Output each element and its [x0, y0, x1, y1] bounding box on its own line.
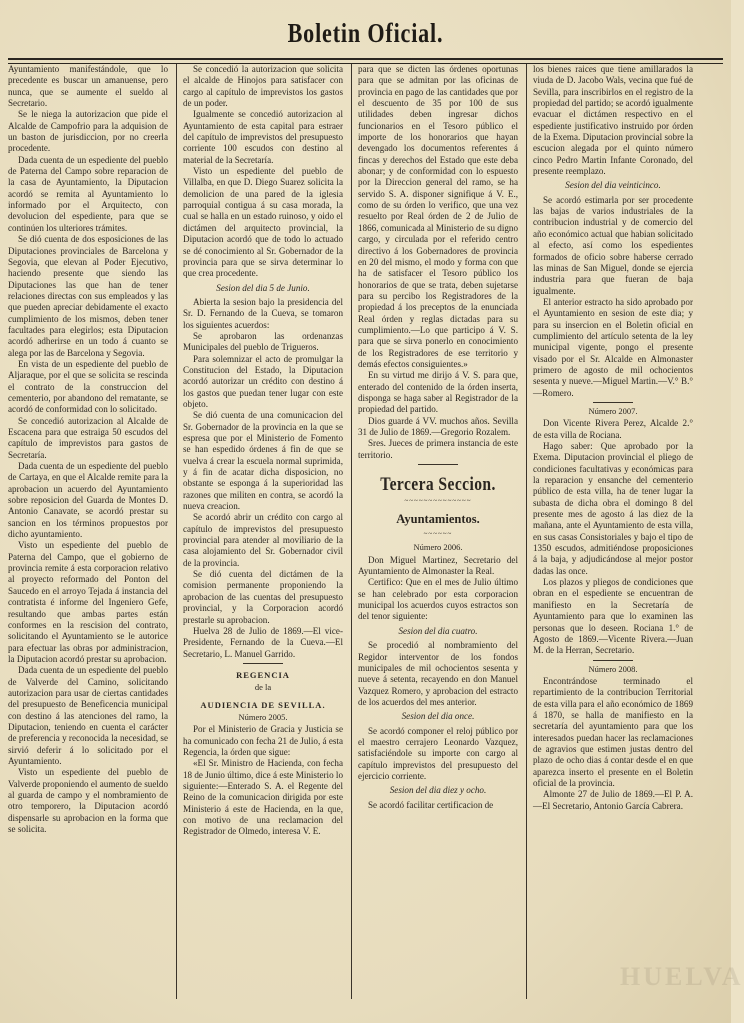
separator-rule	[243, 663, 283, 664]
session-heading: Sesion del dia cuatro.	[398, 625, 478, 636]
paragraph: Visto un espediente del pueblo de Villalba, en que D. Diego Suarez solicita la demolicion de una pared de la iglesia parroquial contigua á su casa morada, la cual se halla en un estado ruinoso, y oido el dictámen del arquitecto provincial, la Diputacion acordó que de todo lo actuado se dé conocimiento al Sr. Gobernador de la provincia para que se sirva determinar lo que crea procedente.	[183, 166, 343, 279]
column-4	[533, 64, 693, 1004]
paragraph: Se le niega la autorizacion que pide el Alcalde de Campofrio para la adquision de un baston de jurisdiccion, por no creerla procedente.	[8, 109, 168, 154]
paragraph: Dada cuenta de un espediente del pueblo de Cartaya, en que el Alcalde remite para la aprobacion un acuerdo del Ayuntamiento sobre reposicion del Guarda de Montes D. Antonio Canavate, se acordó prestar su sancion en los términos propuestos por dicho ayuntamiento.	[8, 461, 168, 540]
paragraph: Don Miguel Martinez, Secretario del Ayuntamiento de Almonaster la Real.	[358, 554, 518, 577]
session-heading: Sesion del dia veinticinco.	[565, 180, 661, 191]
paragraph: El anterior estracto ha sido aprobado por el Ayuntamiento en sesion de este dia; y para su insercion en el Boletin oficial en cumplimiento del artículo setenta de la ley municipal vigente, pongo el presente visado por el Sr. Alcalde en Almonaster primero de agosto de mil ochocientos sesenta y nueve.—Miguel Martin.—V.° B.°—Romero.	[533, 296, 693, 398]
paragraph: Se aprobaron las ordenanzas Municipales del pueblo de Trigueros.	[183, 330, 343, 353]
paragraph: Se concedió autorizacion al Alcalde de Escacena para que estraiga 50 escudos del capítulo de imprevistos para gastos de Secretaría.	[8, 415, 168, 460]
signature: Huelva 28 de Julio de 1869.—El vice-Presidente, Fernando de la Cueva.—El Secretario, L. Manuel Garrido.	[183, 625, 343, 659]
separator-rule	[418, 464, 458, 465]
columns-container	[8, 64, 723, 1004]
separator-rule	[593, 402, 633, 403]
paragraph: Se dió cuenta del dictámen de la comision permanente proponiendo la aprobacion de las cuentas del presupuesto provincial, y la Corporacion acordó prestarle su aprobacion.	[183, 569, 343, 625]
paragraph: Se acordó abrir un crédito con cargo al capítulo de imprevistos del presupuesto provincial para atender al moviliario de la casa alojamiento del Sr. Gobernador civil de la provincia.	[183, 512, 343, 568]
paragraph: Sres. Jueces de primera instancia de este territorio.	[358, 438, 518, 460]
paragraph: Se dió cuenta de dos esposiciones de las Diputaciones provinciales de Barcelona y Segovia, que elevan al Poder Ejecutivo, haciendo presente que siendo las Diputaciones las que han de tener relaciones directas con sus empleados y las que pueden apreciar debidamente el exacto cumplimiento de los mismos, deben tener facultades para elegirlos; esta Diputacion acordó adherirse en un todo á cuanto se alega por las de Barcelona y Segovia.	[8, 234, 168, 358]
paragraph: Visto un espediente del pueblo de Valverde proponiendo el aumento de sueldo al guarda de campo y el nombramiento de otro temporero, la Diputacion acordó dispensarle su aprobacion en la forma que se solicita.	[8, 767, 168, 835]
paragraph: Se acordó componer el reloj público por el maestro cerrajero Leonardo Vazquez, satisfaciéndole su importe con cargo al capítulo imprevistos del presupuesto del ejercicio corriente.	[358, 725, 518, 781]
paragraph: Ayuntamiento manifestándole, que lo precedente es buscar un amanuense, pero nunca, que se aumente el sueldo al Secretario.	[8, 64, 168, 109]
paragraph: los bienes raices que tiene amillarados la viuda de D. Jacobo Wals, vecina que fué de Sevilla, para inscribirlos en el registro de la propiedad del partido; se acordó igualmente evacuar el dictámen respectivo en el espediente justificativo instruido por órden de la Exema. Diputacion provincial sobre la escucion alegada por el quinto número cinco Pedro Martin Infante Coronado, del presente reemplazo.	[533, 64, 693, 177]
paragraph: Hago saber: Que aprobado por la Exema. Diputacion provincial el pliego de condiciones facultativas y económicas para la reparacion y ensanche del cementerio público de esta villa, ha de tener lugar la subasta de dicha obra el domingo 8 del presente mes de agosto á las diez de la mañana, ante el Ayuntamiento de esta villa, en sus casas Consistoriales y bajo el tipo de 1350 escudos, admitiéndose proposiciones á la baja, y adjudicándose al mejor postor dadas las once.	[533, 441, 693, 576]
paragraph: Se acordó estimarla por ser procedente las bajas de varios industriales de la contribucion industrial y de comercio del año económico actual que habian solicitado al efecto, así como los espedientes formados de oficio sobre haberse cerrado las minas de San Miguel, donde se ejercia industria para que fueran de baja igualmente.	[533, 194, 693, 296]
paragraph: para que se dicten las órdenes oportunas para que se admitan por las oficinas de provincia en pago de las cantidades que por el descuento de 35 por 100 de sus utilidades deben ingresar dichos funcionarios en el Tesoro público el importe de los honorarios que hayan devengado los documentos referentes á fincas y derechos del Estado que este deba abonar; y de conformidad con lo espuesto por la Direccion general del ramo, se ha servido S. A. disponer signifique á V. E., como de su órden lo verifico, que una vez resuelto por Real órden de 2 de Julio de 1866, comunicada al Ministerio de su digno cargo, y circulada por el referido centro directivo á los Gobernadores de provincia en 20 del mismo, el modo y forma con que ha de satisfacer el Tesoro público los honorarios de que se trata, deben sujetarse para su percibo los Registradores de la propiedad á los preceptos de la enunciada Real órden y reglas dictadas para su cumplimiento.—Lo que participo á V. S. para que se sirva ponerlo en conocimiento de los Registradores de ese territorio y demás efectos consiguientes.»	[358, 64, 518, 369]
column-1	[8, 64, 168, 1004]
paragraph: Almonte 27 de Julio de 1869.—El P. A.—El Secretario, Antonio García Cabrera.	[533, 789, 693, 811]
section-audiencia: AUDIENCIA DE SEVILLA.	[200, 699, 326, 710]
column-divider	[176, 64, 177, 999]
session-heading: Sesion del dia once.	[401, 711, 475, 722]
notice-number: Número 2005.	[238, 711, 288, 722]
archive-watermark: HUELVA	[620, 962, 744, 991]
paragraph: Se dió cuenta de una comunicacion del Sr. Gobernador de la provincia en la que se espresa que por el Ministerio de Fomento se han espedido órdenes á fin de que se vuelva á crear la escuela normal suprimida, y á fin de acatar dicha disposicion, no obstante se esponga á la superioridad las razones que militen en contra, se acordó la nueva creacion.	[183, 410, 343, 512]
paragraph: Dada cuenta de un espediente del pueblo de Paterna del Campo sobre reparacion de la casa de Ayuntamiento, la Diputacion acordó se remita al Ayuntamiento lo informado por el Arquitecto, con devolucion del espediente, para que se continúen los ulteriores trámites.	[8, 154, 168, 233]
notice-number: Número 2006.	[413, 542, 463, 553]
section-title: Tercera Seccion.	[380, 474, 496, 496]
paragraph: Abierta la sesion bajo la presidencia del Sr. D. Fernando de la Cueva, se tomaron los siguientes acuerdos:	[183, 296, 343, 330]
paragraph: Don Vicente Rivera Perez, Alcalde 2.° de esta villa de Rociana.	[533, 418, 693, 440]
paragraph: Visto un espediente del pueblo de Paterna del Campo, que el gobierno de provincia remite á esta corporacion relativo al proyecto reformado del Ponton del Saucedo en el arroyo Tejada á instancia del contratista é informe del Ingeniero Gefe, resultando que ambas partes están conformes en la rescision del contrato, solicitando el Ayuntamiento se le autorice para efectuar las obras por administracion, la Diputacion acordó prestar su aprobacion.	[8, 540, 168, 664]
session-heading: Sesion del dia diez y ocho.	[389, 785, 487, 796]
paragraph: Dada cuenta de un espediente del pueblo de Valverde del Camino, solicitando autorizacion para usar de ciertas cantidades del presupuesto de Beneficencia municipal con destino á las atenciones del ramo, la Diputacion, teniendo en cuenta el carácter de preferencia y reconocida la necesidad, se sirvió deferir á lo solicitado por el Ayuntamiento.	[8, 665, 168, 766]
section-regencia: REGENCIA	[236, 669, 290, 680]
separator-rule	[593, 660, 633, 661]
session-heading: Sesion del dia 5 de Junio.	[216, 282, 310, 293]
subsection-title: Ayuntamientos.	[396, 511, 480, 526]
notice-number: Número 2007.	[588, 405, 638, 416]
paragraph: En vista de un espediente del pueblo de Aljaraque, por el que se solicita se rescinda el contrato de la construccion del cementerio, por abandono del rematante, se acordó de conformidad con lo solicitado.	[8, 358, 168, 415]
paragraph: En su virtud me dirijo á V. S. para que, enterado del contenido de la órden inserta, disponga se haga saber al Registrador de la propiedad del partido.	[358, 370, 518, 415]
paragraph: Se acordó facilitar certificacion de	[368, 799, 494, 810]
ornament-divider: ~~~~~~~~~~~~~~	[404, 497, 472, 506]
paragraph: Encontrándose terminado el repartimiento de la contribucion Territorial de esta villa para el año económico de 1869 á 1870, se halla de manifiesto en la secretaría del ayuntamiento para que los interesados puedan hacer las reclamaciones de agravios que estimen justas dentro del plazo de ocho dias á contar desde el en que aparezca inserto el presente en el Boletin oficial de la provincia.	[533, 675, 693, 788]
column-2	[183, 64, 343, 1004]
paragraph: Por el Ministerio de Gracia y Justicia se ha comunicado con fecha 21 de Julio, á esta Regencia, la órden que sigue:	[183, 724, 343, 757]
column-divider	[526, 64, 527, 999]
section-de-la: de la	[254, 682, 272, 693]
paragraph: Igualmente se concedió autorizacion al Ayuntamiento de esta capital para estraer del capítulo de imprevistos del presupuesto corriente 100 escudos con destino al material de la Secretaría.	[183, 109, 343, 165]
notice-number: Número 2008.	[588, 663, 638, 674]
paragraph: Se concedió la autorizacion que solicita el alcalde de Hinojos para satisfacer con cargo al capítulo de imprevistos los gastos de un poder.	[183, 64, 343, 109]
ornament-divider: ~~~~~~	[423, 530, 453, 539]
column-divider	[351, 64, 352, 999]
paragraph: Para solemnizar el acto de promulgar la Constitucion del Estado, la Diputacion acordó autorizar un crédito con destino á los gastos que puedan tener lugar con este objeto.	[183, 353, 343, 409]
paragraph: Dios guarde á VV. muchos años. Sevilla 31 de Julio de 1869.—Gregorio Rozalem.	[358, 415, 518, 437]
paragraph: Certifico: Que en el mes de Julio último se han celebrado por esta corporacion municipal los acuerdos cuyos estractos son del tenor siguiente:	[358, 577, 518, 622]
column-3	[358, 64, 518, 1004]
paragraph: «El Sr. Ministro de Hacienda, con fecha 18 de Junio último, dice á este Ministerio lo siguiente:—Enterado S. A. el Regente del Reino de la comunicacion dirigida por este Ministerio á este de Hacienda, en la que, con motivo de una reclamacion del Registrador de Olmedo, interesa V. E.	[183, 758, 343, 837]
paragraph: Los plazos y pliegos de condiciones que obran en el espediente se encuentran de manifiesto en la Secretaría de Ayuntamiento para que lo examinen las personas que lo deseen. Rociana 1.° de Agosto de 1869.—Vicente Rivera.—Juan M. de la Herran, Secretario.	[533, 577, 693, 656]
masthead-title: Boletin Oficial.	[287, 18, 444, 48]
paragraph: Se procedió al nombramiento del Regidor interventor de los fondos municipales de mil ochocientos sesenta y nueve á setenta, recayendo en don Manuel Vazquez Romero, y aprobacion del estracto de los acuerdos del mes anterior.	[358, 640, 518, 707]
